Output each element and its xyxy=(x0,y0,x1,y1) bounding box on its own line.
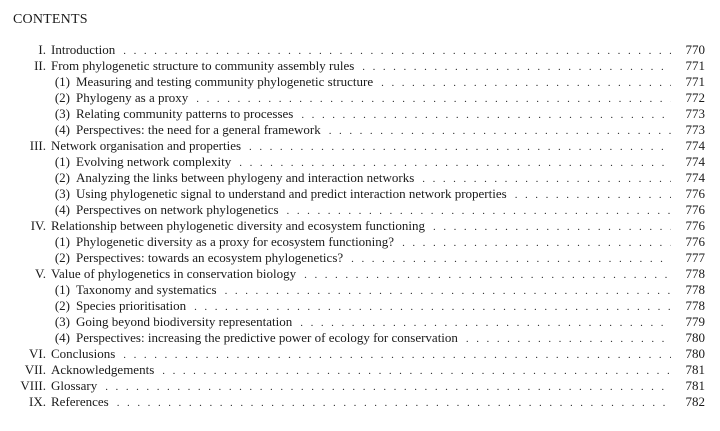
page-number: 771 xyxy=(685,74,705,89)
dot-leader xyxy=(301,107,671,123)
subsection-number: (2) xyxy=(54,298,70,313)
page-number: 778 xyxy=(685,298,705,313)
section-number: V. xyxy=(35,266,46,281)
entry-body xyxy=(76,282,705,299)
toc-subsection-entry xyxy=(0,106,720,122)
page-number: 780 xyxy=(685,330,705,345)
subsection-number: (3) xyxy=(54,186,70,201)
dot-leader xyxy=(194,299,671,315)
subsection-number: (2) xyxy=(54,90,70,105)
entry-title: Network organisation and properties xyxy=(51,138,242,153)
dot-leader xyxy=(329,123,671,139)
page-number: 774 xyxy=(685,138,705,153)
contents-heading: CONTENTS xyxy=(13,12,88,27)
toc-subsection-entry xyxy=(0,202,720,218)
entry-title: From phylogenetic structure to community assembly rules xyxy=(51,58,355,73)
entry-title: Perspectives: increasing the predictive power of ecology for conservation xyxy=(76,330,458,345)
entry-body xyxy=(76,234,705,251)
dot-leader xyxy=(162,363,671,379)
entry-body xyxy=(76,154,705,171)
page-number: 779 xyxy=(685,314,705,329)
dot-leader xyxy=(515,187,671,203)
entry-body xyxy=(76,106,705,123)
entry-title: Perspectives: towards an ecosystem phylogenetics? xyxy=(76,250,344,265)
dot-leader xyxy=(123,43,671,59)
page-number: 774 xyxy=(685,170,705,185)
dot-leader xyxy=(105,379,671,395)
entry-body xyxy=(76,170,705,187)
entry-title: Analyzing the links between phylogeny and interaction networks xyxy=(76,170,415,185)
entry-body xyxy=(76,314,705,331)
toc-subsection-entry xyxy=(0,74,720,90)
toc-section-entry xyxy=(0,138,720,154)
section-number: IV. xyxy=(30,218,46,233)
entry-body xyxy=(51,346,705,363)
dot-leader xyxy=(402,235,671,251)
subsection-number: (3) xyxy=(54,106,70,121)
toc-subsection-entry xyxy=(0,154,720,170)
entry-title: Taxonomy and systematics xyxy=(76,282,217,297)
entry-title: Phylogenetic diversity as a proxy for ecosystem functioning? xyxy=(76,234,395,249)
page-number: 773 xyxy=(685,106,705,121)
entry-body xyxy=(76,330,705,347)
entry-body xyxy=(51,42,705,59)
page-number: 781 xyxy=(685,362,705,377)
subsection-number: (4) xyxy=(54,122,70,137)
dot-leader xyxy=(117,395,671,411)
section-number: VIII. xyxy=(20,378,46,393)
toc-list xyxy=(0,42,720,410)
entry-title: Relationship between phylogenetic diversity and ecosystem functioning xyxy=(51,218,426,233)
page-number: 776 xyxy=(685,202,705,217)
entry-title: Using phylogenetic signal to understand and predict interaction network properties xyxy=(76,186,507,201)
entry-title: Perspectives on network phylogenetics xyxy=(76,202,279,217)
section-number: IX. xyxy=(29,394,46,409)
dot-leader xyxy=(249,139,671,155)
toc-section-entry xyxy=(0,346,720,362)
dot-leader xyxy=(287,203,671,219)
toc-section-entry xyxy=(0,58,720,74)
entry-title: References xyxy=(51,394,109,409)
subsection-number: (4) xyxy=(54,330,70,345)
toc-subsection-entry xyxy=(0,330,720,346)
toc-section-entry xyxy=(0,42,720,58)
entry-body xyxy=(76,74,705,91)
subsection-number: (2) xyxy=(54,250,70,265)
dot-leader xyxy=(300,315,671,331)
toc-subsection-entry xyxy=(0,314,720,330)
entry-title: Conclusions xyxy=(51,346,116,361)
page-number: 780 xyxy=(685,346,705,361)
dot-leader xyxy=(351,251,671,267)
page-number: 772 xyxy=(685,90,705,105)
dot-leader xyxy=(362,59,671,75)
dot-leader xyxy=(433,219,671,235)
toc-subsection-entry xyxy=(0,170,720,186)
section-number: III. xyxy=(29,138,46,153)
dot-leader xyxy=(123,347,671,363)
section-number: VII. xyxy=(24,362,46,377)
entry-title: Acknowledgements xyxy=(51,362,155,377)
entry-title: Measuring and testing community phylogenetic structure xyxy=(76,74,374,89)
section-number: VI. xyxy=(29,346,46,361)
page-number: 777 xyxy=(685,250,705,265)
dot-leader xyxy=(225,283,671,299)
toc-subsection-entry xyxy=(0,186,720,202)
page-number: 771 xyxy=(685,58,705,73)
toc-section-entry xyxy=(0,266,720,282)
page-number: 778 xyxy=(685,266,705,281)
entry-body xyxy=(76,202,705,219)
section-number: II. xyxy=(34,58,46,73)
subsection-number: (1) xyxy=(54,154,70,169)
entry-body xyxy=(51,362,705,379)
entry-body xyxy=(51,394,705,411)
toc-subsection-entry xyxy=(0,122,720,138)
page-number: 776 xyxy=(685,186,705,201)
entry-title: Evolving network complexity xyxy=(76,154,232,169)
toc-section-entry xyxy=(0,394,720,410)
entry-body xyxy=(76,298,705,315)
entry-body xyxy=(76,122,705,139)
toc-subsection-entry xyxy=(0,234,720,250)
entry-body xyxy=(76,186,705,203)
entry-body xyxy=(76,250,705,267)
entry-title: Going beyond biodiversity representation xyxy=(76,314,293,329)
subsection-number: (3) xyxy=(54,314,70,329)
page-number: 778 xyxy=(685,282,705,297)
entry-body xyxy=(51,378,705,395)
entry-title: Glossary xyxy=(51,378,98,393)
page-number: 770 xyxy=(685,42,705,57)
subsection-number: (2) xyxy=(54,170,70,185)
toc-subsection-entry xyxy=(0,282,720,298)
entry-title: Species prioritisation xyxy=(76,298,187,313)
subsection-number: (4) xyxy=(54,202,70,217)
entry-body xyxy=(51,266,705,283)
subsection-number: (1) xyxy=(54,234,70,249)
entry-body xyxy=(51,138,705,155)
page-number: 776 xyxy=(685,234,705,249)
page-number: 773 xyxy=(685,122,705,137)
page-number: 781 xyxy=(685,378,705,393)
page-number: 782 xyxy=(685,394,705,409)
entry-title: Introduction xyxy=(51,42,116,57)
entry-body xyxy=(76,90,705,107)
subsection-number: (1) xyxy=(54,74,70,89)
section-number: I. xyxy=(38,42,46,57)
dot-leader xyxy=(239,155,671,171)
entry-title: Value of phylogenetics in conservation biology xyxy=(51,266,297,281)
dot-leader xyxy=(381,75,671,91)
entry-body xyxy=(51,58,705,75)
toc-subsection-entry xyxy=(0,250,720,266)
entry-body xyxy=(51,218,705,235)
dot-leader xyxy=(422,171,671,187)
toc-subsection-entry xyxy=(0,90,720,106)
page-number: 774 xyxy=(685,154,705,169)
entry-title: Phylogeny as a proxy xyxy=(76,90,189,105)
toc-subsection-entry xyxy=(0,298,720,314)
dot-leader xyxy=(466,331,671,347)
toc-section-entry xyxy=(0,362,720,378)
dot-leader xyxy=(196,91,671,107)
page-number: 776 xyxy=(685,218,705,233)
toc-section-entry xyxy=(0,378,720,394)
toc-section-entry xyxy=(0,218,720,234)
entry-title: Relating community patterns to processes xyxy=(76,106,294,121)
dot-leader xyxy=(304,267,671,283)
subsection-number: (1) xyxy=(54,282,70,297)
entry-title: Perspectives: the need for a general framework xyxy=(76,122,321,137)
